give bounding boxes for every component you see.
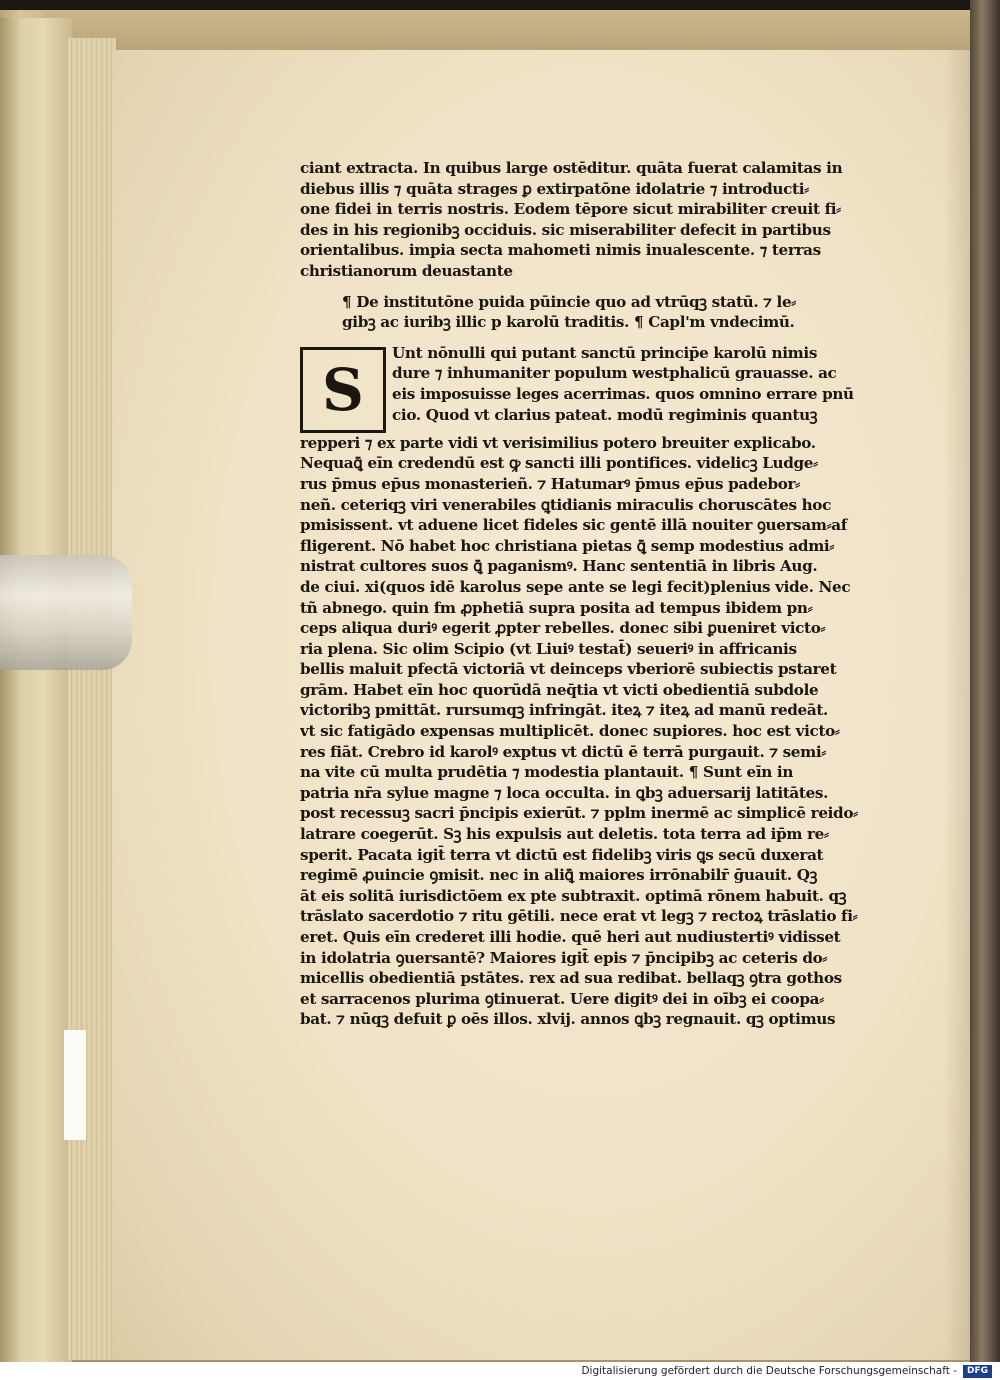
text-line: diebus illis ⁊ quāta strages ꝑ extirpatōne idolatrie ⁊ introducti⸗ xyxy=(300,179,809,198)
text-line: patria nr̄a sylue magne ⁊ loca occulta. in ꝗbꝫ aduersarij latitātes. xyxy=(300,783,829,802)
text-line: ria plena. Sic olim Scipio (vt Liuiꝰ testat̄) seueriꝰ in affricanis xyxy=(300,639,797,658)
paragraph-body xyxy=(300,433,872,1030)
book-top-edge xyxy=(44,10,984,50)
text-line: eis imposuisse leges acerrimas. quos omnino errare pnū xyxy=(392,384,854,403)
text-line: ciant extracta. In quibus large ostēditur. quāta fuerat calamitas in xyxy=(300,159,843,177)
dfg-logo: DFG xyxy=(963,1365,992,1378)
text-line: sperit. Pacata igit̄ terra vt dictū est fidelibꝫ viris ꝗs secū duxerat xyxy=(300,845,824,864)
text-line: rus p̄mus ep̄us monasterieñ. ⁊ Hatumarꝰ p̄mus ep̄us padebor⸗ xyxy=(300,474,800,493)
text-line: fligerent. Nō habet hoc christiana pietas ꝗ̄ semp modestius admi⸗ xyxy=(300,536,835,555)
book-cover-board xyxy=(0,18,72,1362)
chapter-heading xyxy=(342,292,872,333)
text-line: ceps aliqua duriꝰ egerit ꝓpter rebelles. donec sibi ꝑueniret victo⸗ xyxy=(300,619,826,638)
text-line: regimē ꝓuincie ꝯmisit. nec in aliꝗ̄ maiores irrōnabilr̄ ḡuauit. Qꝫ xyxy=(300,866,818,885)
text-line: vt sic fatigādo expensas multiplicēt. donec supiores. hoc est victo⸗ xyxy=(300,722,840,741)
heading-line: gibꝫ ac iuribꝫ illic p karolū traditis. ¶ Capl'm vndecimū. xyxy=(342,313,795,332)
text-line: pmisissent. vt aduene licet fideles sic gentē illā nouiter ꝯuersam⸗af xyxy=(300,516,847,535)
text-line: post recessuꝫ sacri p̄ncipis exierūt. ⁊ pplm inermē ac simplicē reido⸗ xyxy=(300,804,858,823)
scan-marker-strip xyxy=(64,1030,86,1140)
text-line: latrare coegerūt. Sꝫ his expulsis aut deletis. tota terra ad ip̄m re⸗ xyxy=(300,825,829,844)
text-line: āt eis solitā iurisdictōem ex pte subtraxit. optimā rōnem habuit. qꝫ xyxy=(300,886,847,905)
text-line: Nequaꝗ̄ eīn credendū est ꝙ sancti illi pontifices. videlicꝫ Ludge⸗ xyxy=(300,454,818,473)
text-line: et sarracenos plurima ꝯtinuerat. Uere digitꝰ dei in oībꝫ ei coopa⸗ xyxy=(300,989,824,1008)
page-edges xyxy=(68,38,116,1360)
funding-notice: Digitalisierung gefördert durch die Deutsche Forschungsgemeinschaft - xyxy=(581,1365,957,1377)
text-line: dure ⁊ inhumaniter populum westphalicū grauasse. ac xyxy=(392,364,837,383)
text-line: one fidei in terris nostris. Eodem tēpore sicut mirabiliter creuit fi⸗ xyxy=(300,200,841,219)
page-clamp xyxy=(0,555,132,670)
footer-bar xyxy=(0,1362,1000,1380)
text-line: de ciui. xi(quos idē karolus sepe ante se legi fecit)plenius vide. Nec xyxy=(300,577,851,596)
text-line: tñ abnego. quin fm ꝓphetiā supra posita ad tempus ibidem pn⸗ xyxy=(300,598,813,617)
text-line: orientalibus. impia secta mahometi nimis inualescente. ⁊ terras xyxy=(300,241,821,260)
text-line: victoribꝫ pmittāt. rursumqꝫ infringāt. iteꝝ ⁊ iteꝝ ad manū redeāt. xyxy=(300,701,828,720)
text-line: christianorum deuastante xyxy=(300,261,513,280)
text-line: Unt nōnulli qui putant sanctū princip̄e karolū nimis xyxy=(392,343,818,362)
text-line: trāslato sacerdotio ⁊ ritu gētili. nece erat vt legꝫ ⁊ rectoꝝ trāslatio fi⸗ xyxy=(300,907,858,926)
paragraph-chapter-start xyxy=(300,343,872,1030)
text-line: bat. ⁊ nūqꝫ defuit ꝑ oēs illos. xlvij. annos ꝗbꝫ regnauit. qꝫ optimus xyxy=(300,1010,836,1029)
text-line: res fiāt. Crebro id karolꝰ exptus vt dictū ē terrā purgauit. ⁊ semi⸗ xyxy=(300,742,826,761)
text-line: cio. Quod vt clarius pateat. modū regiminis quantuꝫ xyxy=(392,405,818,424)
text-line: grām. Habet eīn hoc quorūdā neq̄tia vt victi obedientiā subdole xyxy=(300,680,819,699)
page-text xyxy=(300,158,872,1030)
text-line: eret. Quis eīn crederet illi hodie. quē heri aut nudiustertiꝰ vidisset xyxy=(300,928,841,946)
text-line: in idolatria ꝯuersantē? Maiores igit̄ epis ⁊ p̄ncipibꝫ ac ceteris do⸗ xyxy=(300,948,828,967)
text-line: micellis obedientiā pstātes. rex ad sua redibat. bellaqꝫ ꝯtra gothos xyxy=(300,969,842,988)
text-line: des in his regionibꝫ occiduis. sic miserabiliter defecit in partibus xyxy=(300,220,831,239)
text-line: bellis maluit pfectā victoriā vt deinceps vberiorē subiectis pstaret xyxy=(300,660,837,679)
text-line: nistrat cultores suos ꝗ̄ paganismꝰ. Hanc sententiā in libris Aug. xyxy=(300,557,818,576)
decorated-initial: S xyxy=(300,347,386,433)
text-line: na vite cū multa prudētia ⁊ modestia plantauit. ¶ Sunt eīn in xyxy=(300,763,794,782)
heading-line: ¶ De institutōne puida pūincie quo ad vtrūqꝫ statū. ⁊ le⸗ xyxy=(342,292,796,311)
text-line: neñ. ceteriqꝫ viri venerabiles ꝗtidianis miraculis choruscātes hoc xyxy=(300,495,831,514)
paragraph-intro xyxy=(300,158,872,282)
book-spine xyxy=(970,0,1000,1362)
text-line: repperi ⁊ ex parte vidi vt verisimilius potero breuiter explicabo. xyxy=(300,433,816,452)
